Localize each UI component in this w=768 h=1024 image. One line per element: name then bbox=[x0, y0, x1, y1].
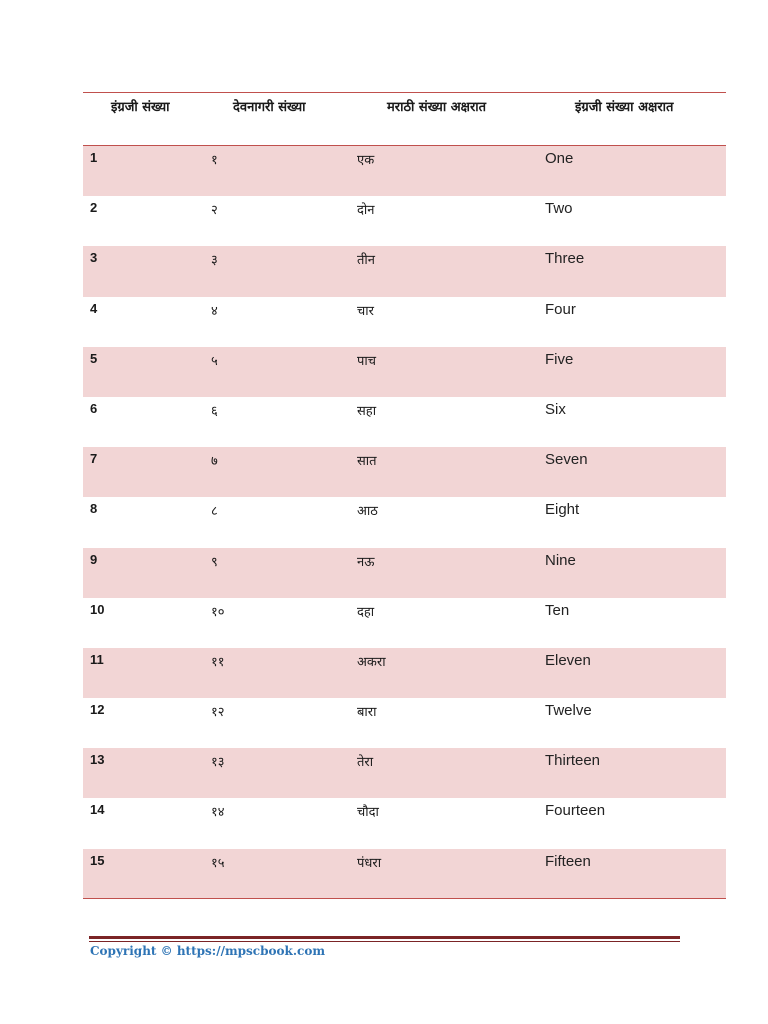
cell-marathi-word: अकरा bbox=[357, 654, 386, 670]
cell-english-word: Fifteen bbox=[545, 852, 591, 870]
table-row bbox=[83, 497, 726, 547]
cell-english-number: 4 bbox=[90, 300, 98, 316]
cell-english-word: Fourteen bbox=[545, 802, 606, 820]
cell-english-word: Four bbox=[545, 300, 576, 318]
cell-marathi-word: तीन bbox=[357, 253, 375, 269]
cell-english-word: Ten bbox=[545, 601, 570, 619]
cell-english-number: 14 bbox=[90, 802, 105, 818]
cell-devanagari-number: ५ bbox=[211, 353, 218, 369]
cell-english-number: 11 bbox=[90, 651, 104, 667]
cell-marathi-word: चार bbox=[357, 303, 374, 319]
cell-english-number: 9 bbox=[90, 551, 98, 567]
table-row bbox=[83, 297, 726, 347]
cell-marathi-word: सहा bbox=[357, 403, 377, 419]
cell-devanagari-number: १२ bbox=[211, 705, 225, 721]
table-bottom-rule bbox=[83, 898, 726, 899]
cell-marathi-word: सात bbox=[357, 454, 377, 470]
cell-marathi-word: पंधरा bbox=[357, 855, 382, 871]
cell-devanagari-number: १ bbox=[211, 153, 218, 168]
cell-devanagari-number: १५ bbox=[211, 855, 225, 871]
header-marathi-words: मराठी संख्या अक्षरात bbox=[387, 100, 487, 115]
cell-english-number: 10 bbox=[90, 601, 105, 617]
cell-english-word: Eleven bbox=[545, 651, 591, 669]
table-body bbox=[83, 146, 726, 899]
table-row bbox=[83, 748, 726, 798]
cell-marathi-word: दोन bbox=[357, 203, 375, 219]
cell-devanagari-number: १३ bbox=[211, 755, 225, 771]
table-row bbox=[83, 196, 726, 246]
cell-devanagari-number: ६ bbox=[211, 403, 218, 419]
cell-english-number: 5 bbox=[90, 350, 98, 366]
cell-english-number: 2 bbox=[90, 200, 98, 216]
cell-devanagari-number: २ bbox=[211, 203, 218, 219]
cell-english-number: 13 bbox=[90, 752, 105, 768]
cell-english-number: 6 bbox=[90, 400, 98, 416]
table-row bbox=[83, 598, 726, 648]
cell-marathi-word: पाच bbox=[357, 353, 377, 369]
cell-english-word: Three bbox=[545, 250, 585, 268]
table-row bbox=[83, 447, 726, 497]
cell-devanagari-number: ८ bbox=[211, 504, 218, 520]
cell-english-word: Seven bbox=[545, 451, 588, 469]
cell-english-number: 7 bbox=[90, 451, 98, 467]
cell-english-number: 15 bbox=[90, 852, 105, 868]
cell-devanagari-number: ९ bbox=[211, 554, 218, 570]
table-row bbox=[83, 548, 726, 598]
cell-devanagari-number: ७ bbox=[211, 454, 218, 470]
cell-english-word: Two bbox=[545, 200, 573, 218]
cell-devanagari-number: ११ bbox=[211, 654, 225, 670]
cell-english-word: Eight bbox=[545, 501, 580, 519]
table-row bbox=[83, 698, 726, 748]
table-row bbox=[83, 146, 726, 196]
cell-english-number: 8 bbox=[90, 501, 98, 517]
table-row bbox=[83, 347, 726, 397]
cell-english-word: Six bbox=[545, 400, 566, 418]
header-english-number: इंग्रजी संख्या bbox=[111, 100, 170, 115]
header-english-words: इंग्रजी संख्या अक्षरात bbox=[575, 100, 674, 115]
cell-marathi-word: चौदा bbox=[357, 805, 379, 821]
cell-english-number: 1 bbox=[90, 150, 98, 165]
footer-rule bbox=[89, 936, 680, 939]
cell-marathi-word: बारा bbox=[357, 705, 377, 721]
table-row bbox=[83, 397, 726, 447]
cell-devanagari-number: ३ bbox=[211, 253, 218, 269]
table-row bbox=[83, 246, 726, 296]
table-row bbox=[83, 648, 726, 698]
table-row bbox=[83, 849, 726, 899]
cell-english-number: 3 bbox=[90, 250, 98, 266]
table-row bbox=[83, 798, 726, 848]
cell-marathi-word: दहा bbox=[357, 604, 375, 620]
cell-devanagari-number: १४ bbox=[211, 805, 225, 821]
cell-marathi-word: एक bbox=[357, 153, 375, 168]
cell-english-word: Thirteen bbox=[545, 752, 601, 770]
cell-english-word: Five bbox=[545, 350, 574, 368]
footer-rule-thin bbox=[89, 941, 680, 942]
cell-marathi-word: आठ bbox=[357, 504, 378, 520]
cell-english-number: 12 bbox=[90, 702, 105, 718]
cell-english-word: Nine bbox=[545, 551, 576, 569]
cell-marathi-word: तेरा bbox=[357, 755, 374, 771]
header-devanagari-number: देवनागरी संख्या bbox=[233, 100, 306, 115]
cell-english-word: Twelve bbox=[545, 702, 592, 720]
cell-english-word: One bbox=[545, 150, 574, 167]
cell-devanagari-number: ४ bbox=[211, 303, 218, 319]
copyright-notice: Copyright © https://mpscbook.com bbox=[90, 944, 326, 958]
cell-devanagari-number: १० bbox=[211, 604, 225, 620]
table-header-row bbox=[83, 93, 726, 146]
cell-marathi-word: नऊ bbox=[357, 554, 375, 570]
